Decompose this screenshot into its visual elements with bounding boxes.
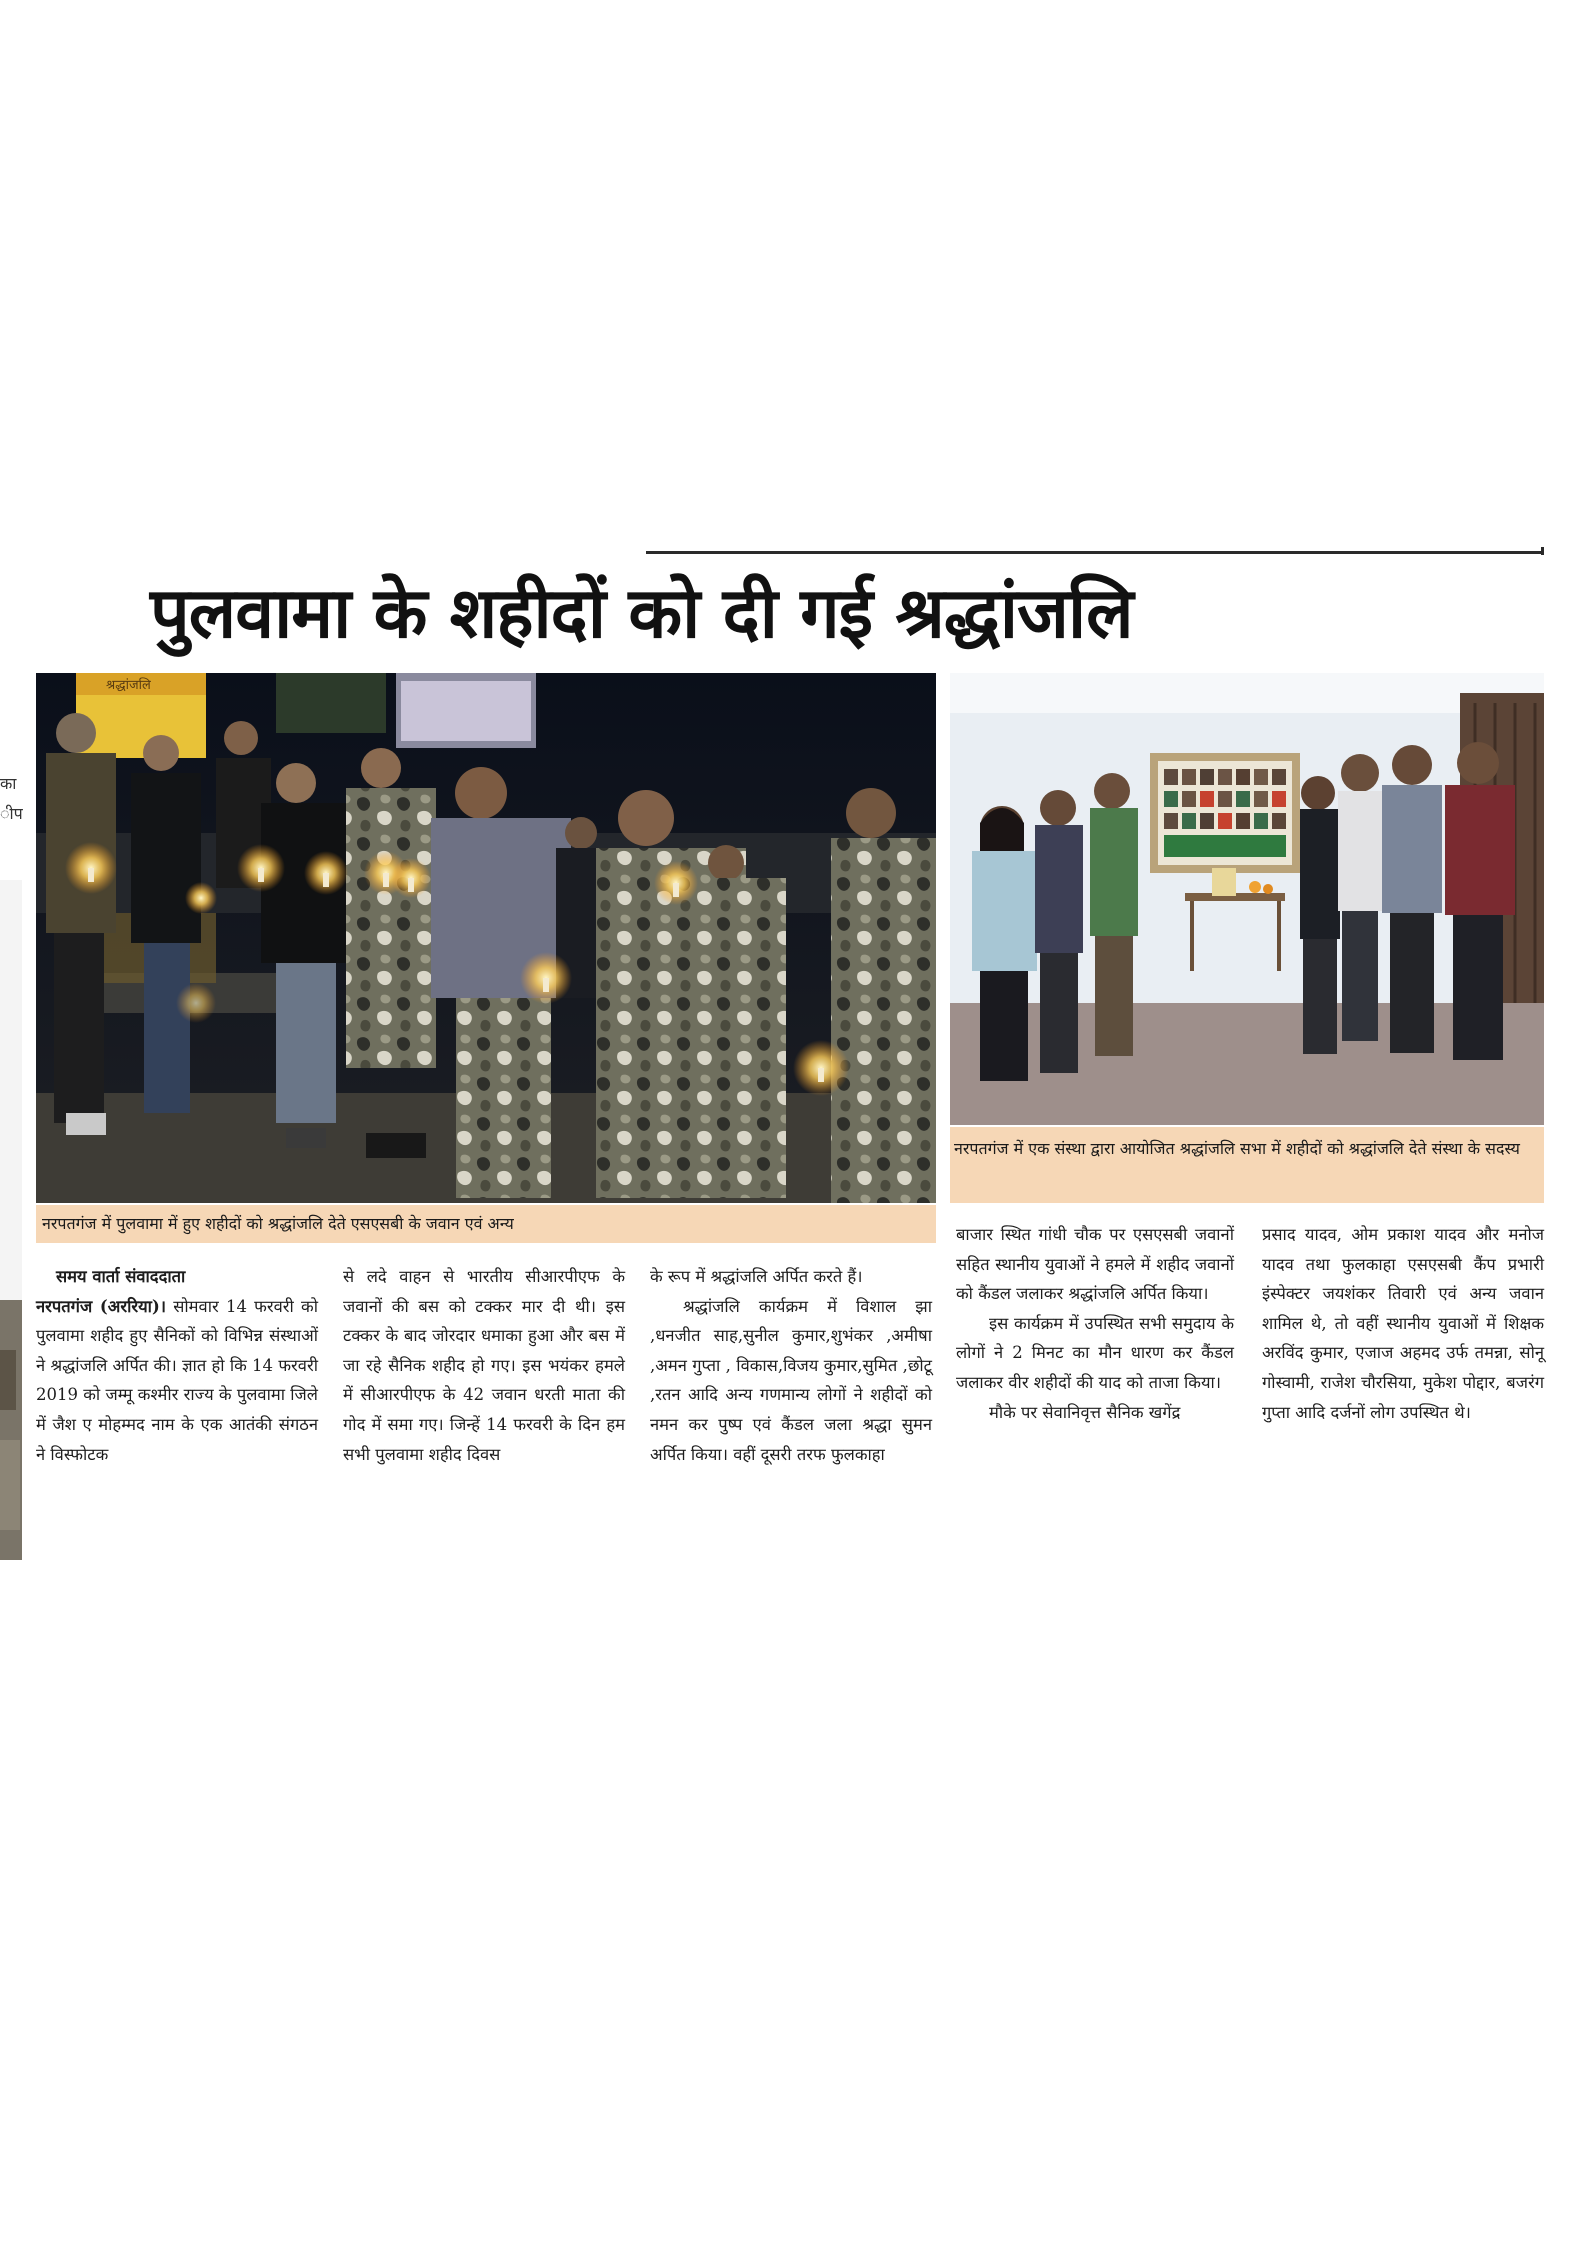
edge-text-fragment-2: ीप bbox=[0, 804, 23, 823]
article-text-col5: प्रसाद यादव, ओम प्रकाश यादव और मनोज यादव तथा फुलकाहा एसएसबी कैंप प्रभारी इंस्पेक्टर जयशंकर तिवारी एवं अन्य जवान शामिल थे, तो वहीं स्थानीय युवाओं में शिक्षक अरविंद कुमार, एजाज अहमद उर्फ तमन्ना, सोनू गोस्वामी, राजेश चौरसिया, मुकेश पोद्दार, बजरंग गुप्ता आदि दर्जनों लोग उपस्थित थे। bbox=[1262, 1225, 1544, 1422]
photo-candle-vigil bbox=[36, 673, 936, 1203]
article-column-3 bbox=[650, 1262, 932, 1469]
article-text-col2: से लदे वाहन से भारतीय सीआरपीएफ के जवानों की बस को टक्कर मार दी थी। इस टक्कर के बाद जोरदार धमाका हुआ और बस में जा रहे सैनिक शहीद हो गए। इस भयंकर हमले में सीआरपीएफ के 42 जवान धरती माता की गोद में समा गए। जिन्हें 14 फरवरी के दिन हम सभी पुलवामा शहीद दिवस bbox=[343, 1267, 625, 1464]
headline-rule-tick bbox=[1541, 547, 1544, 555]
edge-text-fragment-1: का bbox=[0, 774, 17, 793]
photo-caption-left: नरपतगंज में पुलवामा में हुए शहीदों को श्रद्धांजलि देते एसएसबी के जवान एवं अन्य bbox=[36, 1205, 936, 1243]
article-column-4 bbox=[956, 1220, 1234, 1427]
dateline: नरपतगंज (अररिया)। bbox=[36, 1296, 167, 1316]
photo-indoor-tribute bbox=[950, 673, 1544, 1125]
photo-caption-right: नरपतगंज में एक संस्था द्वारा आयोजित श्रद्धांजलि सभा में शहीदों को श्रद्धांजलि देते संस्था के सदस्य bbox=[950, 1127, 1544, 1203]
article-column-2 bbox=[343, 1262, 625, 1469]
banner-text: श्रद्धांजलि bbox=[106, 678, 151, 693]
byline: समय वार्ता संवाददाता bbox=[56, 1267, 186, 1286]
article-text-col3-para2: श्रद्धांजलि कार्यक्रम में विशाल झा ,धनजीत साह,सुनील कुमार,शुभंकर ,अमीषा ,अमन गुप्ता , विकास,विजय कुमार,सुमित ,छोटू ,रतन आदि अन्य गणमान्य लोगों ने शहीदों को नमन कर पुष्प एवं कैंडल जला श्रद्धा सुमन अर्पित किया। वहीं दूसरी तरफ फुलकाहा bbox=[650, 1296, 932, 1464]
article-column-5 bbox=[1262, 1220, 1544, 1427]
article-text-col3-para1: के रूप में श्रद्धांजलि अर्पित करते हैं। bbox=[650, 1267, 863, 1286]
article-column-1 bbox=[36, 1262, 318, 1469]
article-text-col4-para3: मौके पर सेवानिवृत्त सैनिक खगेंद्र bbox=[989, 1402, 1181, 1422]
adjacent-clipping-edge bbox=[0, 880, 22, 1560]
article-text-col1: सोमवार 14 फरवरी को पुलवामा शहीद हुए सैनिकों को विभिन्न संस्थाओं ने श्रद्धांजलि अर्पित की। ज्ञात हो कि 14 फरवरी 2019 को जम्मू कश्मीर राज्य के पुलवामा जिले में जैश ए मोहम्मद नाम के एक आतंकी संगठन ने विस्फोटक bbox=[36, 1296, 318, 1464]
headline: पुलवामा के शहीदों को दी गई श्रद्धांजलि bbox=[150, 572, 1133, 654]
article-text-col4-para1: बाजार स्थित गांधी चौक पर एसएसबी जवानों सहित स्थानीय युवाओं ने हमले में शहीद जवानों को कैंडल जलाकर श्रद्धांजलि अर्पित किया। bbox=[956, 1225, 1234, 1304]
headline-rule bbox=[646, 551, 1544, 554]
article-text-col4-para2: इस कार्यक्रम में उपस्थित सभी समुदाय के लोगों ने 2 मिनट का मौन धारण कर कैंडल जलाकर वीर शहीदों की याद को ताजा किया। bbox=[956, 1313, 1234, 1392]
